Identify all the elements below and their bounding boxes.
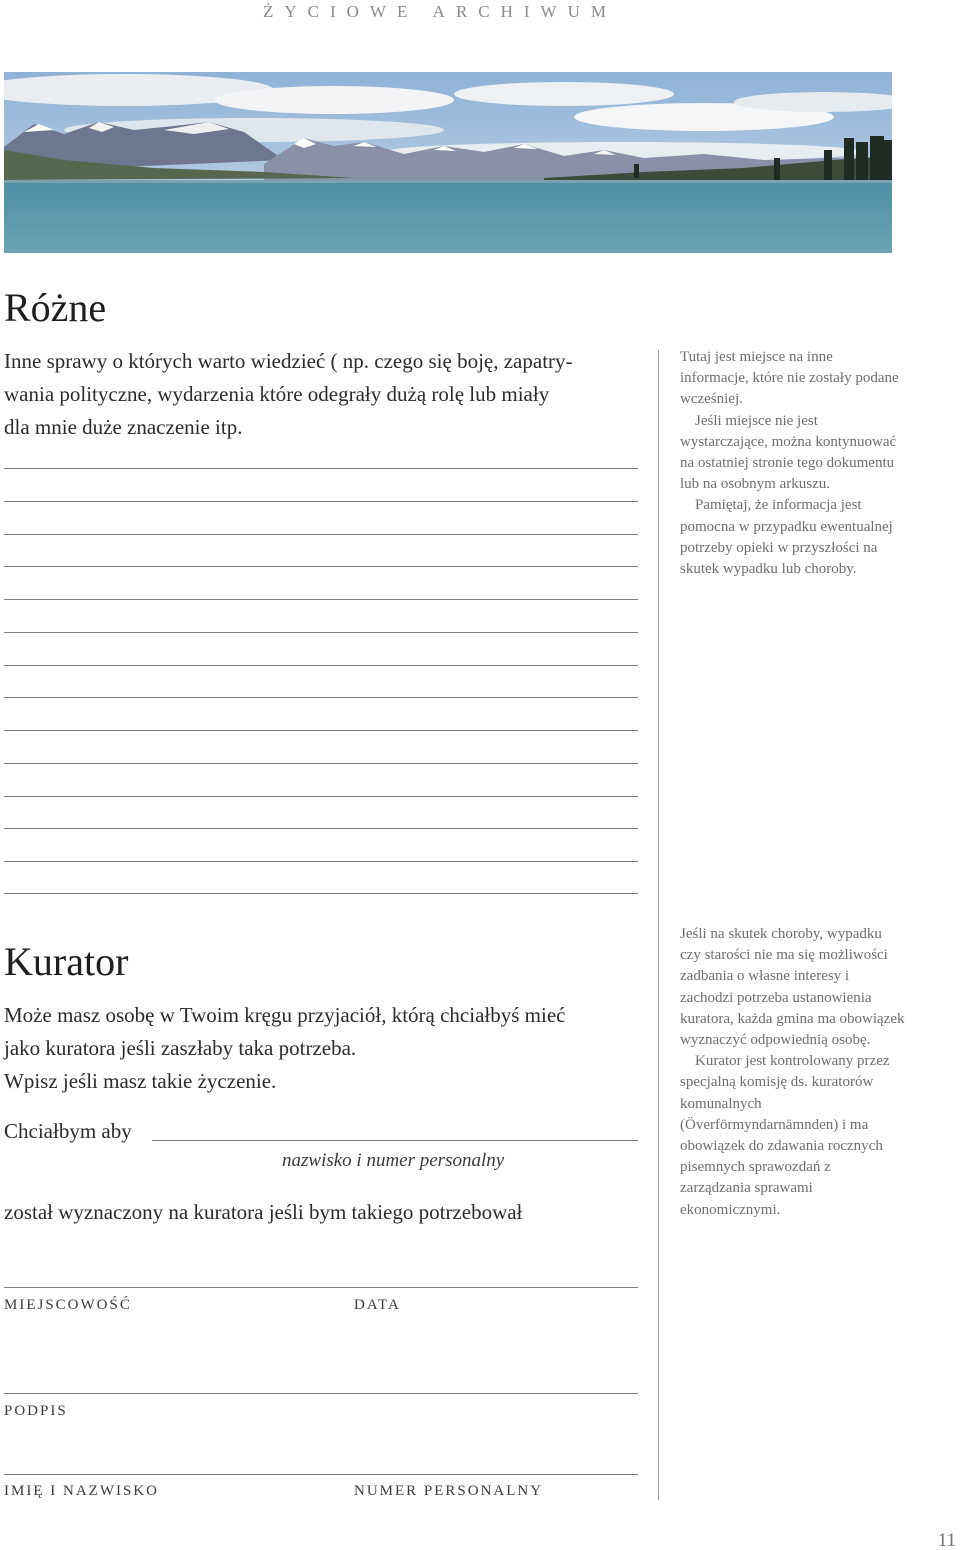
rozne-note-paragraph: Pamiętaj, że informacja jest pomocna w przypadku ewentualnej potrzeby opieki w przyszłości na skutek wypadku lub choroby. — [680, 497, 893, 578]
writing-line[interactable] — [4, 599, 638, 600]
writing-line[interactable] — [4, 632, 638, 633]
writing-line[interactable] — [4, 861, 638, 862]
writing-line[interactable] — [4, 796, 638, 797]
kurator-intro-line: jako kuratora jeśli zaszłaby taka potrzeba. — [4, 1036, 357, 1060]
kurator-title: Kurator — [4, 939, 129, 984]
name-id-line[interactable] — [4, 1474, 638, 1475]
rozne-side-note — [680, 347, 905, 580]
writing-line[interactable] — [4, 730, 638, 731]
rozne-intro-line: dla mnie duże znaczenie itp. — [4, 415, 243, 439]
place-label: MIEJSCOWOŚĆ — [4, 1297, 132, 1313]
curator-field-caption: nazwisko i numer personalny — [282, 1150, 505, 1171]
curator-field-label: Chciałbym aby — [4, 1119, 132, 1143]
signature-line[interactable] — [4, 1393, 638, 1394]
writing-line[interactable] — [4, 893, 638, 894]
place-date-line[interactable] — [4, 1287, 638, 1288]
curator-fill-line[interactable] — [152, 1140, 638, 1141]
writing-line[interactable] — [4, 828, 638, 829]
kurator-note-paragraph: Kurator jest kontrolowany przez specjalną komisję ds. kuratorów komunalnych (Överförmyndarnämnden) i ma obowiązek do zdawania rocznych pisemnych sprawozdań z zarządzania sprawami ekonomicznymi. — [680, 1053, 890, 1218]
writing-line[interactable] — [4, 534, 638, 535]
column-divider — [658, 350, 659, 1500]
writing-line[interactable] — [4, 501, 638, 502]
running-title: ŻYCIOWE ARCHIWUM — [262, 2, 617, 21]
name-label: IMIĘ I NAZWISKO — [4, 1483, 159, 1499]
kurator-note-paragraph: Jeśli na skutek choroby, wypadku czy starości nie ma się możliwości zadbania o własne interesy i zachodzi potrzeba ustanowienia kuratora, każda gmina ma obowiązek wyznaczyć odpowiednią osobę. — [680, 926, 905, 1049]
page-number: 11 — [937, 1530, 956, 1550]
rozne-intro-line: Inne sprawy o których warto wiedzieć ( np. czego się boję, zapatry- — [4, 349, 573, 373]
rozne-note-paragraph: Tutaj jest miejsce na inne informacje, które nie zostały podane wcześniej. — [680, 349, 899, 408]
signature-label: PODPIS — [4, 1403, 68, 1419]
landscape-photo — [4, 72, 892, 253]
lake-mountains-image — [4, 72, 892, 253]
rozne-intro-line: wania polityczne, wydarzenia które odegrały dużą rolę lub miały — [4, 382, 550, 406]
kurator-intro-line: Wpisz jeśli masz takie życzenie. — [4, 1069, 277, 1093]
rozne-writing-area[interactable] — [4, 468, 638, 898]
kurator-intro — [4, 999, 639, 1098]
writing-line[interactable] — [4, 763, 638, 764]
curator-closing-text: został wyznaczony na kuratora jeśli bym takiego potrzebował — [4, 1200, 523, 1224]
rozne-title: Różne — [4, 285, 107, 330]
kurator-side-note — [680, 924, 905, 1221]
date-label: DATA — [354, 1297, 401, 1313]
writing-line[interactable] — [4, 697, 638, 698]
personal-number-label: NUMER PERSONALNY — [354, 1483, 544, 1499]
kurator-intro-line: Może masz osobę w Twoim kręgu przyjaciół, którą chciałbyś mieć — [4, 1003, 566, 1027]
rozne-note-paragraph: Jeśli miejsce nie jest wystarczające, można kontynuować na ostatniej stronie tego dokumentu lub na osobnym arkuszu. — [680, 412, 897, 493]
writing-line[interactable] — [4, 468, 638, 469]
rozne-intro — [4, 345, 639, 444]
writing-line[interactable] — [4, 665, 638, 666]
writing-line[interactable] — [4, 566, 638, 567]
